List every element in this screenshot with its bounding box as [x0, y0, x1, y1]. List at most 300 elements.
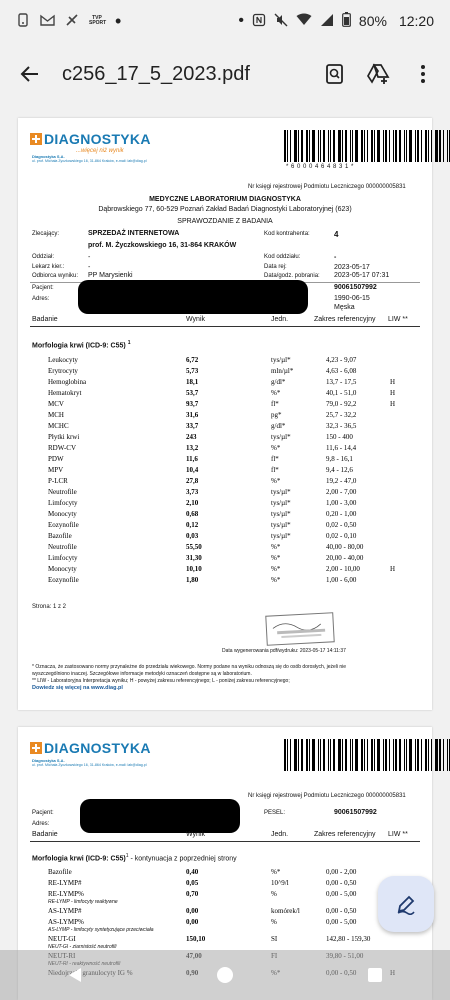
- col-jedn: Jedn.: [271, 316, 289, 323]
- col-badanie: Badanie: [32, 316, 58, 323]
- cell-name: Eozynofile: [48, 576, 79, 584]
- barcode-bar: [428, 739, 429, 771]
- diagnostyka-logo: DIAGNOSTYKA: [30, 740, 151, 756]
- tagline: ...więcej niż wynik: [76, 148, 124, 154]
- lab-address: Dąbrowskiego 77, 60-529 Poznań Zakład Badań Diagnostyki Laboratoryjnej (623): [98, 206, 352, 213]
- cell-value: 150,10: [186, 935, 206, 943]
- cell-ref: 0,02 - 0,50: [326, 521, 357, 529]
- cell-value: 53,7: [186, 389, 199, 397]
- barcode-bar: [323, 130, 325, 162]
- cell-name: Eozynofile: [48, 521, 79, 529]
- barcode: [284, 130, 450, 162]
- cell-value: 1,80: [186, 576, 199, 584]
- cell-ref: 2,00 - 10,00: [326, 565, 360, 573]
- screenshot-notification-icon: [16, 13, 30, 30]
- cell-unit: 10^9/l: [271, 879, 289, 887]
- barcode-bar: [361, 739, 363, 771]
- pdf-page-1[interactable]: [18, 118, 432, 710]
- data-ur-value: 1990-06-15: [334, 295, 370, 302]
- cell-unit: komórek/l: [271, 907, 300, 915]
- barcode: [284, 739, 450, 771]
- barcode-bar: [330, 130, 331, 162]
- barcode-bar: [417, 739, 419, 771]
- barcode-bar: [338, 130, 341, 162]
- barcode-bar: [406, 130, 407, 162]
- cell-unit: %*: [271, 477, 281, 485]
- barcode-bar: [425, 130, 427, 162]
- barcode-bar: [345, 739, 347, 771]
- annotate-button[interactable]: [378, 876, 434, 932]
- cell-unit: mln/µl*: [271, 367, 294, 375]
- barcode-bar: [330, 739, 331, 771]
- cell-name: Płytki krwi: [48, 433, 80, 441]
- barcode-bar: [439, 739, 441, 771]
- page-number: Strona: 1 z 2: [32, 604, 67, 610]
- barcode-bar: [399, 739, 401, 771]
- cell-value: 0,68: [186, 510, 199, 518]
- barcode-bar: [312, 130, 315, 162]
- col-zakres: Zakres referencyjny: [314, 316, 376, 323]
- company-address: ul. prof. Michała Życzkowskiego 16, 31-864 Kraków, e-mail: lab@diag.pl: [32, 763, 147, 767]
- pen-icon: [395, 893, 417, 915]
- barcode-bar: [404, 739, 405, 771]
- cell-flag: H: [390, 389, 396, 397]
- redaction: [78, 280, 308, 314]
- cell-unit: %*: [271, 576, 281, 584]
- cell-name: Bazofile: [48, 532, 72, 540]
- cell-name: Leukocyty: [48, 356, 78, 364]
- cell-value: 6,72: [186, 356, 199, 364]
- lekarz-label: Lekarz kier.:: [32, 264, 65, 270]
- col-jedn: Jedn.: [271, 831, 289, 838]
- table-row: [18, 576, 432, 588]
- barcode-bar: [367, 739, 368, 771]
- weather-icon: [65, 13, 79, 30]
- barcode-bar: [435, 739, 438, 771]
- barcode-bar: [318, 739, 319, 771]
- cell-value: 33,7: [186, 422, 199, 430]
- cell-name: P-LCR: [48, 477, 68, 485]
- app-bar: [0, 42, 450, 106]
- report-title: SPRAWOZDANIE Z BADANIA: [177, 218, 273, 225]
- barcode-bar: [389, 739, 390, 771]
- barcode-bar: [383, 739, 384, 771]
- generated-date: Data wygenerowania pdf/wydruku: 2023-05-17 14:11:37: [222, 648, 346, 654]
- cell-value: 27,8: [186, 477, 199, 485]
- section-footnote-mark: 1: [125, 853, 129, 859]
- cell-ref: 0,00 - 0,50: [326, 879, 357, 887]
- barcode-bar: [389, 130, 390, 162]
- drive-add-icon: [367, 63, 391, 85]
- cell-name: Limfocyty: [48, 554, 78, 562]
- zlecajacy-value: SPRZEDAŻ INTERNETOWA: [88, 230, 180, 237]
- barcode-bar: [377, 130, 380, 162]
- cell-name: NEUT-GI: [48, 935, 76, 943]
- barcode-bar: [385, 739, 387, 771]
- barcode-bar: [323, 739, 325, 771]
- cell-unit: fl*: [271, 455, 279, 463]
- header-underline: [30, 326, 420, 327]
- barcode-bar: [377, 739, 380, 771]
- barcode-bar: [393, 739, 394, 771]
- cell-name: MCHC: [48, 422, 69, 430]
- cell-value: 243: [186, 433, 197, 441]
- section-title: [32, 340, 130, 349]
- footnote-2: wyszczególniono inaczej. Szczegółowe informacje metodyki oznaczeń dostępne są w laboratorium.: [32, 671, 252, 677]
- back-button[interactable]: [12, 56, 48, 92]
- cell-unit: fl*: [271, 400, 279, 408]
- cell-value: 10,4: [186, 466, 199, 474]
- nav-recents-button[interactable]: [355, 955, 395, 995]
- cell-name: MCH: [48, 411, 64, 419]
- barcode-bar: [342, 739, 343, 771]
- cell-name: Monocyty: [48, 565, 77, 573]
- barcode-bar: [367, 130, 368, 162]
- more-vert-icon: [420, 64, 426, 84]
- barcode-bar: [443, 739, 444, 771]
- col-wynik: Wynik: [186, 316, 205, 323]
- plec-value: Męska: [334, 304, 355, 311]
- cell-ref: 0,20 - 1,00: [326, 510, 357, 518]
- barcode-bar: [338, 739, 341, 771]
- row-note: AS-LYMP - limfocyty syntetyzujące przeciwciała: [48, 927, 154, 933]
- barcode-bar: [352, 739, 353, 771]
- cell-name: Monocyty: [48, 510, 77, 518]
- cell-ref: 0,00 - 0,50: [326, 907, 357, 915]
- barcode-bar: [350, 130, 351, 162]
- barcode-bar: [284, 739, 286, 771]
- cell-value: 55,50: [186, 543, 202, 551]
- system-nav-bar: [0, 950, 450, 1000]
- cell-ref: 150 - 400: [326, 433, 353, 441]
- cell-ref: 20,00 - 40,00: [326, 554, 364, 562]
- data-pobrania-value: 2023-05-17 07:31: [334, 272, 390, 279]
- cell-ref: 0,00 - 2,00: [326, 868, 357, 876]
- cell-unit: tys/µl*: [271, 433, 291, 441]
- col-liw: LIW **: [388, 316, 408, 323]
- barcode-bar: [395, 739, 397, 771]
- barcode-bar: [333, 130, 335, 162]
- data-rej-value: 2023-05-17: [334, 264, 370, 271]
- cell-ref: 40,1 - 51,0: [326, 389, 357, 397]
- cell-name: MCV: [48, 400, 64, 408]
- barcode-bar: [404, 130, 405, 162]
- company-address: ul. prof. Michała Życzkowskiego 16, 31-864 Kraków, e-mail: lab@diag.pl: [32, 159, 147, 163]
- cell-ref: 13,7 - 17,5: [326, 378, 357, 386]
- dot-icon: •: [238, 12, 244, 29]
- adres-label: Adres:: [32, 821, 50, 827]
- cell-ref: 1,00 - 6,00: [326, 576, 357, 584]
- barcode-bar: [294, 739, 297, 771]
- add-to-drive-button[interactable]: [364, 59, 394, 89]
- cell-flag: H: [390, 378, 396, 386]
- cell-ref: 0,00 - 5,00: [326, 890, 357, 898]
- barcode-bar: [421, 130, 422, 162]
- tvp-sport-icon: TVP SPORT: [89, 15, 107, 26]
- cell-unit: %*: [271, 565, 281, 573]
- barcode-bar: [320, 739, 321, 771]
- cell-unit: tys/µl*: [271, 499, 291, 507]
- cell-unit: %*: [271, 444, 281, 452]
- cell-value: 3,73: [186, 488, 199, 496]
- cell-ref: 9,4 - 12,6: [326, 466, 353, 474]
- registry-number: Nr księgi rejestrowej Podmiotu Leczniczego 000000005831: [248, 793, 406, 799]
- nav-recents-icon: [367, 967, 383, 983]
- barcode-bar: [306, 739, 308, 771]
- barcode-bar: [294, 130, 297, 162]
- cell-unit: tys/µl*: [271, 532, 291, 540]
- odbiorca-value: PP Marysienki: [88, 272, 133, 279]
- barcode-bar: [409, 739, 412, 771]
- barcode-bar: [431, 130, 432, 162]
- barcode-bar: [371, 130, 373, 162]
- cell-ref: 4,23 - 9,07: [326, 356, 357, 364]
- col-liw: LIW **: [388, 831, 408, 838]
- barcode-bar: [287, 739, 288, 771]
- nav-home-icon: [216, 966, 234, 984]
- barcode-bar: [328, 130, 329, 162]
- cell-unit: fl*: [271, 466, 279, 474]
- battery-percent: 80%: [358, 13, 387, 29]
- barcode-bar: [425, 739, 427, 771]
- cell-name: AS-LYMP#: [48, 907, 82, 915]
- cell-unit: SI: [271, 935, 278, 943]
- cell-unit: %*: [271, 543, 281, 551]
- data-rej-label: Data rej:: [264, 264, 287, 270]
- cell-value: 0,00: [186, 907, 199, 915]
- barcode-bar: [301, 739, 303, 771]
- cell-name: Neutrofile: [48, 488, 77, 496]
- odbiorca-label: Odbiorca wyniku:: [32, 273, 79, 279]
- barcode-bar: [374, 739, 375, 771]
- arrow-back-icon: [20, 64, 40, 84]
- cell-name: Bazofile: [48, 868, 72, 876]
- barcode-bar: [447, 739, 448, 771]
- more-options-button[interactable]: [408, 59, 438, 89]
- barcode-bar: [415, 739, 416, 771]
- nav-back-button[interactable]: [55, 955, 95, 995]
- section-title-text: Morfologia krwi (ICD-9: C55): [32, 342, 126, 350]
- zlecajacy-address: prof. M. Życzkowskiego 16, 31-864 KRAKÓW: [88, 242, 237, 249]
- barcode-bar: [395, 130, 397, 162]
- cell-name: RE-LYMP#: [48, 879, 82, 887]
- barcode-bar: [435, 130, 438, 162]
- cell-unit: g/dl*: [271, 422, 286, 430]
- registry-number: Nr księgi rejestrowej Podmiotu Leczniczego 000000005831: [248, 184, 406, 190]
- barcode-bar: [350, 739, 351, 771]
- barcode-bar: [431, 739, 432, 771]
- search-document-icon: [324, 63, 346, 85]
- col-zakres: Zakres referencyjny: [314, 831, 376, 838]
- logo-cross-icon: [30, 742, 42, 754]
- barcode-bar: [385, 130, 387, 162]
- section-continuation: - kontynuacja z poprzedniej strony: [128, 855, 237, 863]
- pesel-value: 90061507992: [334, 284, 377, 291]
- website-link[interactable]: Dowiedz się więcej na www.diag.pl: [32, 685, 123, 691]
- nfc-icon: [252, 13, 266, 30]
- cell-value: 0,03: [186, 532, 199, 540]
- barcode-bar: [309, 739, 310, 771]
- cell-ref: 25,7 - 32,2: [326, 411, 357, 419]
- barcode-bar: [439, 130, 441, 162]
- status-bar: [0, 0, 450, 42]
- cell-name: MPV: [48, 466, 64, 474]
- cell-ref: 19,2 - 47,0: [326, 477, 357, 485]
- col-wynik: Wynik: [186, 831, 205, 838]
- diagnostyka-logo: DIAGNOSTYKA: [30, 131, 151, 147]
- cell-unit: tys/µl*: [271, 521, 291, 529]
- cell-ref: 4,63 - 6,08: [326, 367, 357, 375]
- row-note: NEUT-GI - ziarnistość neutrofili: [48, 944, 117, 950]
- redaction: [80, 799, 240, 833]
- row-note: RE-LYMP - limfocyty reaktywne: [48, 899, 118, 905]
- barcode-number: * 6 0 0 0 4 6 4 8 3 1 *: [286, 164, 354, 170]
- cell-name: PDW: [48, 455, 64, 463]
- barcode-bar: [355, 739, 358, 771]
- cell-value: 11,6: [186, 455, 198, 463]
- battery-icon: [342, 12, 351, 30]
- cell-name: Hematokryt: [48, 389, 82, 397]
- barcode-bar: [364, 739, 365, 771]
- cell-ref: 32,3 - 36,5: [326, 422, 357, 430]
- cell-value: 10,10: [186, 565, 202, 573]
- barcode-bar: [352, 130, 353, 162]
- cell-ref: 9,8 - 16,1: [326, 455, 353, 463]
- barcode-bar: [371, 739, 373, 771]
- gmail-icon: [40, 14, 55, 29]
- cell-unit: tys/µl*: [271, 510, 291, 518]
- cell-value: 0,40: [186, 868, 199, 876]
- cell-value: 18,1: [186, 378, 199, 386]
- cell-ref: 1,00 - 3,00: [326, 499, 357, 507]
- search-in-document-button[interactable]: [320, 59, 350, 89]
- cell-ref: 2,00 - 7,00: [326, 488, 357, 496]
- pesel-value: 90061507992: [334, 809, 377, 816]
- pacjent-label: Pacjent:: [32, 810, 54, 816]
- cell-value: 31,6: [186, 411, 199, 419]
- document-title: c256_17_5_2023.pdf: [62, 62, 250, 85]
- oddzial-value: -: [88, 254, 91, 261]
- cell-ref: 142,80 - 159,30: [326, 935, 371, 943]
- footnote-3: ** LIW - Laboratoryjna Interpretacja wyniku; H - powyżej zakresu referencyjnego; L - poniżej zakresu referencyjnego;: [32, 678, 290, 684]
- barcode-bar: [393, 130, 394, 162]
- cell-ref: 40,00 - 80,00: [326, 543, 364, 551]
- cell-name: RE-LYMP%: [48, 890, 84, 898]
- footnote-1: * Oznacza, że zastosowano normy przynależne do przedziału wiekowego. Normy podane na wyniku odnoszą się do osób dorosłych, jeżeli nie: [32, 664, 347, 670]
- barcode-bar: [284, 130, 286, 162]
- cell-unit: g/dl*: [271, 378, 286, 386]
- oddzial-label: Oddział:: [32, 254, 55, 260]
- barcode-bar: [361, 130, 363, 162]
- barcode-bar: [415, 130, 416, 162]
- clock: 12:20: [398, 13, 434, 29]
- mute-icon: [274, 13, 288, 30]
- barcode-bar: [318, 130, 319, 162]
- kod-oddzialu-value: -: [334, 254, 337, 261]
- barcode-bar: [383, 130, 384, 162]
- lekarz-value: -: [88, 264, 91, 271]
- cell-ref: 11,6 - 14,4: [326, 444, 357, 452]
- cell-value: 2,10: [186, 499, 199, 507]
- cell-name: Limfocyty: [48, 499, 78, 507]
- barcode-bar: [301, 130, 303, 162]
- barcode-bar: [287, 130, 288, 162]
- data-pobrania-label: Data/godz. pobrania:: [264, 273, 320, 279]
- cell-unit: tys/µl*: [271, 488, 291, 496]
- more-notifications-dot: •: [115, 11, 122, 31]
- signal-icon: [320, 13, 334, 30]
- cell-flag: H: [390, 565, 396, 573]
- cell-name: AS-LYMP%: [48, 918, 84, 926]
- barcode-bar: [409, 130, 412, 162]
- barcode-bar: [345, 130, 347, 162]
- kod-oddzialu-label: Kod oddziału:: [264, 254, 301, 260]
- cell-unit: %*: [271, 554, 281, 562]
- cell-unit: pg*: [271, 411, 282, 419]
- zlecajacy-label: Zlecający:: [32, 231, 60, 237]
- barcode-bar: [428, 130, 429, 162]
- barcode-bar: [447, 130, 448, 162]
- nav-back-icon: [67, 966, 83, 984]
- cell-value: 0,12: [186, 521, 199, 529]
- barcode-bar: [298, 130, 299, 162]
- cell-name: Hemoglobina: [48, 378, 87, 386]
- cell-value: 31,30: [186, 554, 202, 562]
- signature-stamp: [265, 612, 334, 646]
- barcode-bar: [309, 130, 310, 162]
- cell-value: 0,70: [186, 890, 199, 898]
- barcode-bar: [312, 739, 315, 771]
- barcode-bar: [306, 130, 308, 162]
- cell-ref: 0,00 - 5,00: [326, 918, 357, 926]
- section-footnote-mark: 1: [127, 340, 131, 346]
- cell-unit: %*: [271, 868, 281, 876]
- barcode-bar: [298, 739, 299, 771]
- barcode-bar: [290, 130, 291, 162]
- adres-label: Adres:: [32, 296, 50, 302]
- pesel-label: PESEL:: [264, 810, 286, 816]
- cell-unit: %: [271, 890, 277, 898]
- cell-ref: 79,0 - 92,2: [326, 400, 357, 408]
- cell-value: 93,7: [186, 400, 199, 408]
- cell-name: RDW-CV: [48, 444, 76, 452]
- cell-unit: %: [271, 918, 277, 926]
- barcode-bar: [290, 739, 291, 771]
- wifi-icon: [296, 13, 312, 29]
- cell-unit: %*: [271, 389, 281, 397]
- section-title-text: Morfologia krwi (ICD-9: C55): [32, 855, 126, 863]
- lab-title: MEDYCZNE LABORATORIUM DIAGNOSTYKA: [149, 196, 301, 203]
- cell-name: Erytrocyty: [48, 367, 78, 375]
- barcode-bar: [342, 130, 343, 162]
- barcode-bar: [417, 130, 419, 162]
- nav-home-button[interactable]: [205, 955, 245, 995]
- barcode-bar: [328, 739, 329, 771]
- barcode-bar: [333, 739, 335, 771]
- cell-value: 0,05: [186, 879, 199, 887]
- barcode-bar: [406, 739, 407, 771]
- barcode-bar: [374, 130, 375, 162]
- col-badanie: Badanie: [32, 831, 58, 838]
- cell-value: 0,00: [186, 918, 199, 926]
- barcode-bar: [355, 130, 358, 162]
- cell-ref: 0,02 - 0,10: [326, 532, 357, 540]
- barcode-bar: [443, 130, 444, 162]
- cell-value: 13,2: [186, 444, 199, 452]
- barcode-bar: [320, 130, 321, 162]
- barcode-bar: [399, 130, 401, 162]
- barcode-bar: [364, 130, 365, 162]
